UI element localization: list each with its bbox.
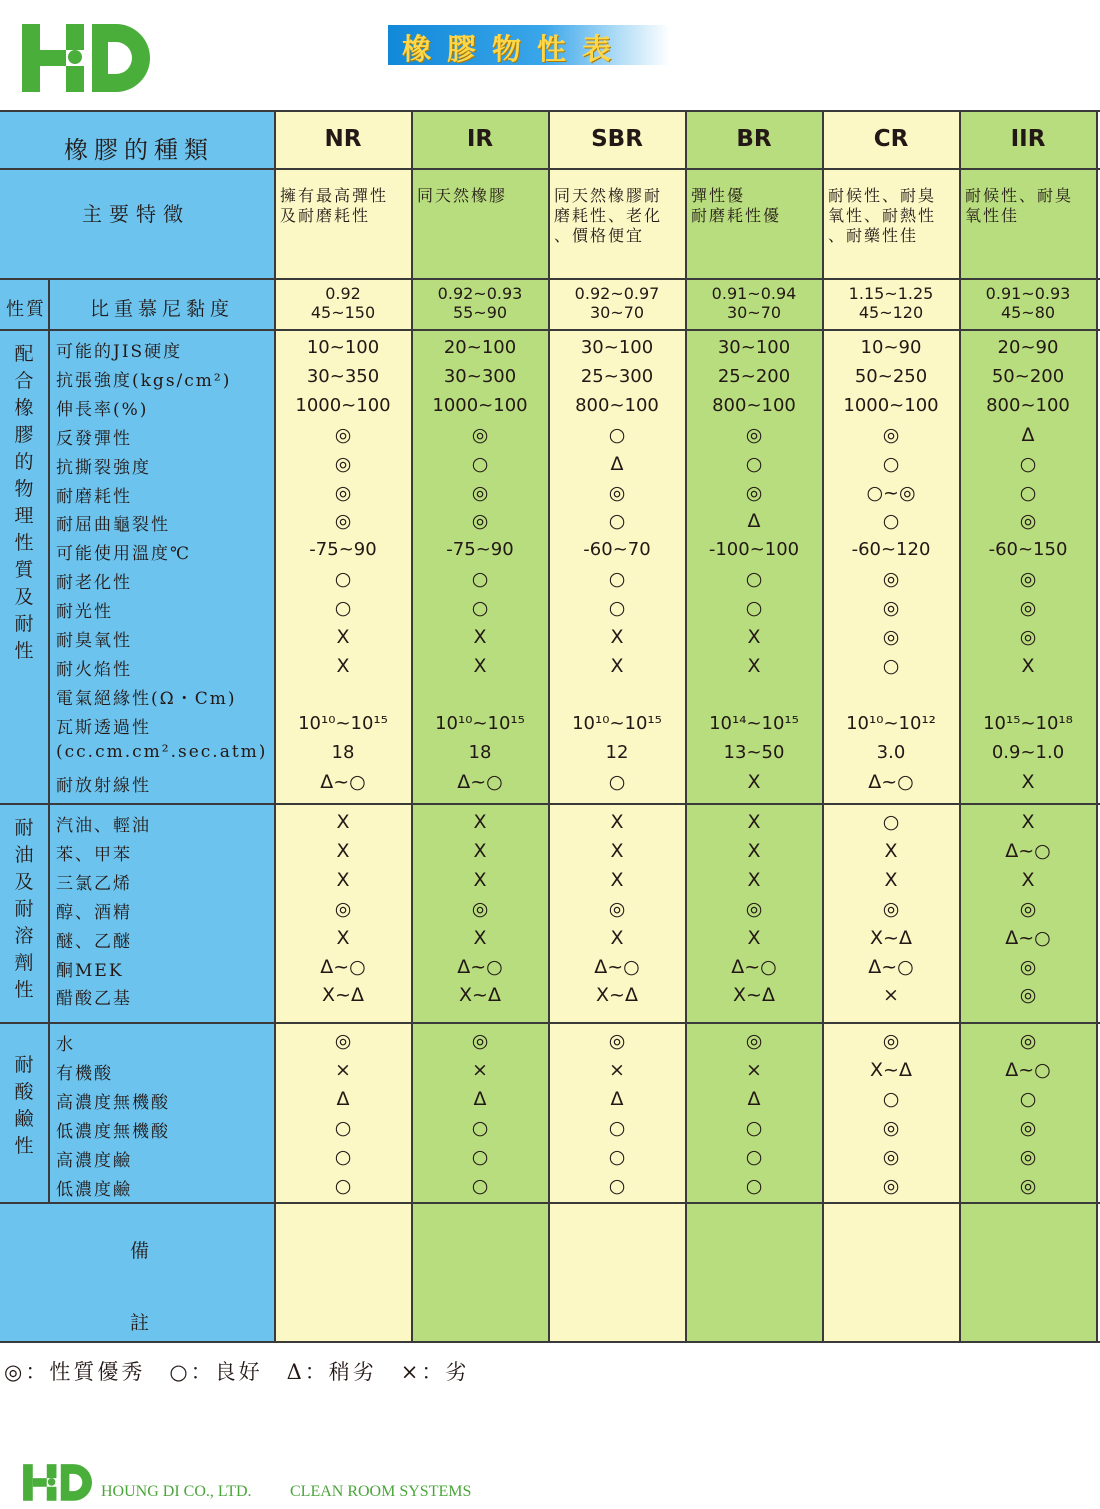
footer-logo-icon: [22, 1461, 92, 1505]
value-cell: ◎: [334, 481, 352, 504]
value-cell: ○: [334, 568, 352, 591]
value-cell: 10~100: [306, 337, 380, 358]
value-cell: ◎: [471, 423, 489, 446]
remarks-label: 備: [130, 1240, 150, 1262]
footer-company: HOUNG DI CO., LTD.: [101, 1483, 252, 1500]
value-cell: X: [1021, 770, 1035, 793]
value-cell: ◎: [1019, 955, 1037, 978]
value-cell: ○: [882, 1087, 900, 1110]
value-cell: ○: [471, 1145, 489, 1168]
value-cell: 30~100: [580, 337, 654, 358]
value-cell: ◎: [882, 597, 900, 620]
value-cell: X~Δ: [596, 984, 638, 1007]
value-cell: ○: [745, 1116, 763, 1139]
row-divider: [0, 278, 1100, 280]
features-label: 主要特徵: [82, 202, 190, 226]
value-cell: Δ: [336, 1087, 350, 1110]
row-label: 有機酸: [56, 1063, 113, 1084]
page-title-banner: [388, 25, 670, 65]
value-cell: ◎: [334, 1030, 352, 1052]
value-cell: ◎: [608, 1030, 626, 1052]
row-divider: [0, 168, 1100, 170]
row-label: 三氯乙烯: [56, 873, 132, 894]
spec-value: 0.92~0.93: [437, 284, 523, 303]
remarks-label: 註: [130, 1312, 150, 1334]
value-cell: ○: [334, 1174, 352, 1197]
spec-value: 55~90: [452, 303, 508, 322]
value-cell: X: [336, 839, 350, 862]
value-cell: -100~100: [708, 539, 800, 561]
value-cell: X: [747, 626, 761, 648]
value-cell: ○: [1019, 1087, 1037, 1110]
value-cell: 50~200: [991, 365, 1065, 387]
value-cell: ×: [746, 1058, 762, 1081]
value-cell: ○: [745, 597, 763, 620]
value-cell: ×: [609, 1058, 625, 1081]
row-divider: [0, 1341, 1100, 1343]
value-cell: ○: [334, 597, 352, 620]
row-label: 抗撕裂強度: [56, 457, 151, 478]
spec-value: 0.91~0.93: [985, 284, 1071, 303]
value-cell: ○: [334, 1145, 352, 1168]
value-cell: 20~90: [997, 337, 1059, 358]
value-cell: -60~150: [988, 539, 1068, 561]
value-cell: ◎: [882, 1145, 900, 1168]
value-cell: ◎: [1019, 1030, 1037, 1052]
value-cell: ×: [472, 1058, 488, 1081]
value-cell: ○: [745, 452, 763, 475]
value-cell: X: [747, 770, 761, 793]
value-cell: ◎: [882, 1030, 900, 1052]
column-divider: [1096, 110, 1098, 1343]
value-cell: ◎: [882, 423, 900, 446]
value-cell: ◎: [471, 510, 489, 533]
value-cell: X: [747, 839, 761, 862]
value-cell: ×: [883, 984, 899, 1007]
row-divider: [0, 1202, 1100, 1204]
value-cell: ○: [471, 568, 489, 591]
value-cell: ○: [608, 423, 626, 446]
value-cell: X: [610, 626, 624, 648]
value-cell: 25~200: [717, 365, 791, 387]
value-cell: ○: [882, 510, 900, 533]
value-cell: Δ~○: [320, 770, 366, 793]
spec-value: 0.92~0.97: [574, 284, 660, 303]
row-divider: [0, 110, 1100, 112]
value-cell: X: [747, 868, 761, 891]
value-cell: 20~100: [443, 337, 517, 358]
row-label: 抗張強度(kgs/cm²): [56, 370, 232, 391]
spec-value: 45~120: [858, 303, 924, 322]
column-header-sbr: SBR: [591, 126, 643, 152]
value-cell: ◎: [1019, 1174, 1037, 1197]
value-cell: 10¹⁰~10¹⁵: [435, 712, 525, 734]
value-cell: ◎: [1019, 984, 1037, 1007]
row-label: 低濃度無機酸: [56, 1121, 170, 1142]
value-cell: ◎: [882, 897, 900, 920]
value-cell: X: [336, 626, 350, 648]
feature-cell: 彈性優 耐磨耗性優: [691, 186, 782, 225]
spec-value: 0.91~0.94: [711, 284, 797, 303]
value-cell: X: [473, 926, 487, 949]
row-label: 高濃度無機酸: [56, 1092, 170, 1113]
value-cell: ○: [471, 1174, 489, 1197]
value-cell: X: [610, 868, 624, 891]
value-cell: ◎: [334, 510, 352, 533]
spec-value: 1.15~1.25: [848, 284, 934, 303]
row-label: 可能的JIS硬度: [56, 342, 183, 362]
spec-value: 45~80: [1000, 303, 1056, 322]
value-cell: ◎: [1019, 626, 1037, 648]
value-cell: 12: [605, 741, 629, 763]
value-cell: X: [1021, 811, 1035, 833]
value-cell: -60~120: [851, 539, 931, 561]
value-cell: ◎: [471, 1030, 489, 1052]
value-cell: ○: [745, 1174, 763, 1197]
value-cell: Δ~○: [1005, 1058, 1051, 1081]
value-cell: ○: [608, 1145, 626, 1168]
value-cell: -75~90: [309, 539, 377, 561]
value-cell: ◎: [882, 626, 900, 648]
value-cell: Δ~○: [1005, 926, 1051, 949]
value-cell: X: [610, 839, 624, 862]
value-cell: 1000~100: [432, 394, 528, 416]
value-cell: 10¹⁰~10¹⁵: [298, 712, 388, 734]
value-cell: X: [884, 868, 898, 891]
value-cell: Δ~○: [731, 955, 777, 978]
value-cell: X: [336, 926, 350, 949]
value-cell: Δ~○: [594, 955, 640, 978]
value-cell: ○: [471, 597, 489, 620]
row-label: 酮MEK: [56, 960, 124, 981]
row-label: 汽油、輕油: [56, 816, 151, 836]
row-label: 水: [56, 1035, 75, 1055]
value-cell: X: [473, 839, 487, 862]
value-cell: X~Δ: [870, 926, 912, 949]
row-label: 伸長率(%): [56, 399, 149, 420]
value-cell: X: [1021, 868, 1035, 891]
value-cell: ◎: [1019, 1145, 1037, 1168]
value-cell: ◎: [745, 897, 763, 920]
value-cell: X: [336, 868, 350, 891]
value-cell: ◎: [1019, 1116, 1037, 1139]
value-cell: X: [1021, 654, 1035, 677]
value-cell: Δ~○: [457, 955, 503, 978]
value-cell: ○: [471, 452, 489, 475]
category-label: 耐 油 及 耐 溶 劑 性: [14, 817, 34, 1001]
value-cell: Δ: [747, 1087, 761, 1110]
value-cell: ○: [608, 1174, 626, 1197]
value-cell: 25~300: [580, 365, 654, 387]
value-cell: Δ~○: [868, 955, 914, 978]
row-divider: [0, 803, 1100, 805]
row-divider: [0, 329, 1100, 331]
value-cell: X: [336, 654, 350, 677]
feature-cell: 擁有最高彈性 及耐磨耗性: [280, 186, 389, 225]
category-divider: [48, 278, 50, 1202]
value-cell: ◎: [1019, 568, 1037, 591]
value-cell: 10¹⁵~10¹⁸: [983, 712, 1073, 734]
page-title: 橡膠物性表: [402, 32, 628, 66]
value-cell: 30~300: [443, 365, 517, 387]
row-label: 比重慕尼黏度: [90, 298, 235, 320]
value-cell: Δ: [610, 452, 624, 475]
value-cell: X: [473, 654, 487, 677]
value-cell: ○: [608, 510, 626, 533]
value-cell: 1000~100: [843, 394, 939, 416]
value-cell: ○: [882, 452, 900, 475]
legend: ◎：性質優秀 ○：良好 Δ：稍劣 ×：劣: [4, 1360, 470, 1384]
value-cell: X: [473, 868, 487, 891]
row-label: 電氣絕緣性(Ω・Cm): [56, 688, 237, 709]
row-label: 耐火焰性: [56, 659, 132, 680]
value-cell: X: [610, 811, 624, 833]
row-label: 耐老化性: [56, 573, 132, 594]
column-header-iir: IIR: [1010, 126, 1046, 152]
value-cell: X: [884, 839, 898, 862]
value-cell: Δ~○: [320, 955, 366, 978]
row-label: 苯、甲苯: [56, 844, 132, 865]
value-cell: ◎: [745, 423, 763, 446]
spec-value: 30~70: [726, 303, 782, 322]
value-cell: ◎: [608, 897, 626, 920]
row-label: 耐屈曲龜裂性: [56, 515, 170, 536]
rubber-properties-table: [0, 110, 1100, 1343]
value-cell: ○: [471, 1116, 489, 1139]
row-label: 耐放射線性: [56, 775, 151, 796]
value-cell: -75~90: [446, 539, 514, 561]
value-cell: ◎: [334, 897, 352, 920]
value-cell: 50~250: [854, 365, 928, 387]
value-cell: ◎: [745, 1030, 763, 1052]
row-label: 醚、乙醚: [56, 931, 132, 952]
value-cell: 10¹⁰~10¹⁵: [572, 712, 662, 734]
column-header-ir: IR: [466, 126, 494, 152]
value-cell: X: [336, 811, 350, 833]
row-label: 醇、酒精: [56, 902, 132, 923]
value-cell: 0.9~1.0: [991, 741, 1065, 763]
value-cell: ○: [608, 770, 626, 793]
value-cell: X~Δ: [733, 984, 775, 1007]
value-cell: ○: [334, 1116, 352, 1139]
value-cell: ○: [608, 597, 626, 620]
value-cell: 18: [331, 741, 355, 763]
value-cell: X: [610, 926, 624, 949]
value-cell: 13~50: [723, 741, 785, 763]
row-label: 可能使用溫度℃: [56, 544, 192, 565]
category-label: 配 合 橡 膠 的 物 理 性 質 及 耐 性: [14, 343, 34, 662]
value-cell: Δ~○: [868, 770, 914, 793]
feature-cell: 同天然橡膠耐 磨耗性、老化 、價格便宜: [554, 186, 663, 245]
value-cell: 800~100: [986, 394, 1070, 416]
value-cell: ○: [882, 654, 900, 677]
feature-cell: 同天然橡膠: [417, 186, 508, 205]
row-label: 反發彈性: [56, 428, 132, 449]
value-cell: X: [747, 811, 761, 833]
value-cell: ◎: [882, 568, 900, 591]
value-cell: 800~100: [712, 394, 796, 416]
row-label: 低濃度鹼: [56, 1179, 132, 1200]
row-divider: [0, 1022, 1100, 1024]
value-cell: X: [473, 626, 487, 648]
value-cell: Δ: [1021, 423, 1035, 446]
hd-logo-icon: [20, 22, 150, 96]
value-cell: ◎: [1019, 510, 1037, 533]
value-cell: ○: [882, 811, 900, 833]
value-cell: 3.0: [876, 741, 906, 763]
value-cell: 30~100: [717, 337, 791, 358]
row-label: 耐磨耗性: [56, 486, 132, 507]
value-cell: 800~100: [575, 394, 659, 416]
value-cell: 1000~100: [295, 394, 391, 416]
value-cell: X: [747, 654, 761, 677]
value-cell: ◎: [745, 481, 763, 504]
value-cell: Δ: [610, 1087, 624, 1110]
column-header-br: BR: [736, 126, 772, 152]
value-cell: ◎: [334, 452, 352, 475]
value-cell: ◎: [471, 481, 489, 504]
value-cell: ○: [1019, 452, 1037, 475]
feature-cell: 耐候性、耐臭 氧性佳: [965, 186, 1074, 225]
value-cell: Δ: [473, 1087, 487, 1110]
value-cell: 10~90: [860, 337, 922, 358]
value-cell: -60~70: [583, 539, 651, 561]
value-cell: 18: [468, 741, 492, 763]
category-label: 性質: [6, 299, 46, 320]
value-cell: ○~◎: [866, 481, 916, 504]
value-cell: 10¹⁰~10¹²: [846, 712, 936, 734]
column-header-nr: NR: [324, 126, 362, 152]
value-cell: ◎: [1019, 597, 1037, 620]
value-cell: Δ~○: [457, 770, 503, 793]
value-cell: ○: [745, 1145, 763, 1168]
feature-cell: 耐候性、耐臭 氧性、耐熱性 、耐藥性佳: [828, 186, 937, 245]
value-cell: ○: [608, 1116, 626, 1139]
value-cell: X~Δ: [459, 984, 501, 1007]
value-cell: Δ: [747, 510, 761, 533]
row-label: 耐光性: [56, 602, 113, 623]
value-cell: X: [473, 811, 487, 833]
value-cell: ×: [335, 1058, 351, 1081]
value-cell: 10¹⁴~10¹⁵: [709, 712, 799, 734]
row-label: 醋酸乙基: [56, 989, 132, 1010]
value-cell: X~Δ: [322, 984, 364, 1007]
value-cell: ○: [1019, 481, 1037, 504]
value-cell: ◎: [882, 1116, 900, 1139]
row-label: 高濃度鹼: [56, 1150, 132, 1171]
value-cell: ◎: [471, 897, 489, 920]
value-cell: ○: [608, 568, 626, 591]
spec-value: 30~70: [589, 303, 645, 322]
value-cell: ◎: [882, 1174, 900, 1197]
value-cell: X~Δ: [870, 1058, 912, 1081]
value-cell: ◎: [334, 423, 352, 446]
value-cell: Δ~○: [1005, 839, 1051, 862]
value-cell: X: [610, 654, 624, 677]
value-cell: ◎: [1019, 897, 1037, 920]
value-cell: X: [747, 926, 761, 949]
row-label: (cc.cm.cm².sec.atm): [56, 741, 268, 762]
row-label: 瓦斯透過性: [56, 717, 151, 738]
value-cell: 30~350: [306, 365, 380, 387]
spec-value: 45~150: [310, 303, 376, 322]
value-cell: ○: [745, 568, 763, 591]
table-corner-title: 橡膠的種類: [64, 136, 214, 164]
footer-slogan: CLEAN ROOM SYSTEMS: [290, 1483, 472, 1500]
row-label: 耐臭氧性: [56, 631, 132, 651]
column-header-cr: CR: [873, 126, 909, 152]
spec-value: 0.92: [325, 284, 361, 303]
category-label: 耐 酸 鹼 性: [14, 1054, 34, 1157]
value-cell: ◎: [608, 481, 626, 504]
